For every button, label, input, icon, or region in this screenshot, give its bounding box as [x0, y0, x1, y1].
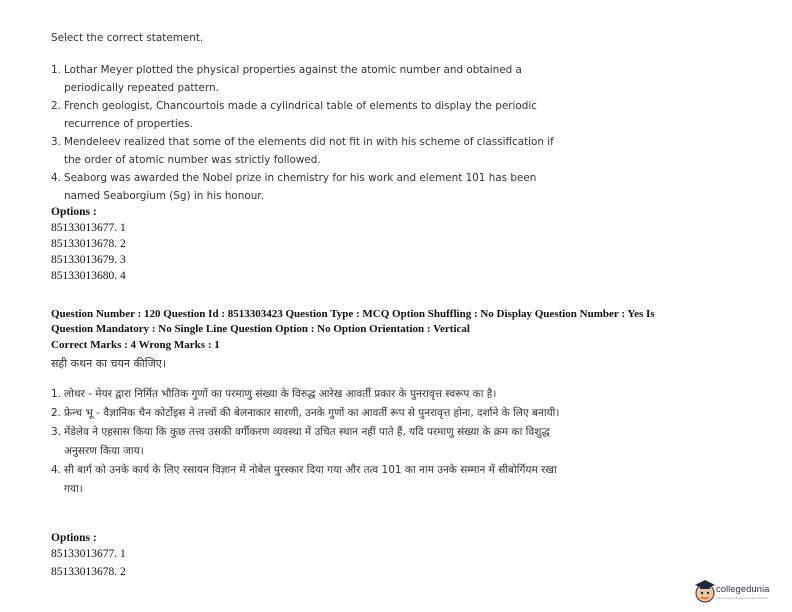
graduate-mascot-icon [694, 578, 716, 604]
q119-option: 85133013680. 4 [51, 270, 126, 282]
q120-statement: 4. सी बार्ग को उनके कार्य के लिए रसायन विज्ञान में नोबेल पुरस्कार दिया गया और तत्व 101 का नाम उनके सम्मान में सीबोर्गियम रखा गया। [51, 464, 557, 495]
q120-options-label: Options : [51, 532, 97, 544]
q119-option: 85133013677. 1 [51, 222, 126, 234]
q119-statement: 3. Mendeleev realized that some of the elements did not fit in with his scheme of classification if the order of atomic number was strictly followed. [51, 136, 554, 166]
q120-option: 85133013677. 1 [51, 548, 126, 560]
logo-tagline: India's largest Student Review Platform [716, 596, 769, 600]
q119-statement-list [51, 61, 564, 205]
q119-prompt: Select the correct statement. [51, 32, 204, 44]
q119-option: 85133013679. 3 [51, 254, 126, 266]
q120-option: 85133013678. 2 [51, 566, 126, 578]
logo-brand: collegedunia [716, 584, 770, 595]
q120-statement: 1. लोथर - मेयर द्वारा निर्मित भौतिक गुणों का परमाणु संख्या के विरुद्ध आरेख आवर्ती प्रकार के पुनरावृत्त स्वरूप का है। [51, 388, 497, 400]
q119-options-label: Options : [51, 206, 97, 218]
q119-statement: 2. French geologist, Chancourtois made a cylindrical table of elements to display the periodic recurrence of properties. [51, 100, 537, 130]
q120-header-line: Question Number : 120 Question Id : 8513303423 Question Type : MCQ Option Shuffling : No Display Question Number : Yes Is [51, 308, 655, 320]
q119-option: 85133013678. 2 [51, 238, 126, 250]
q120-statement: 3. मेंडेलेव ने एहसास किया कि कुछ तत्त्व उसकी वर्गीकरण व्यवस्था में उचित स्थान नहीं पाते हैं, यदि परमाणु संख्या के क्रम का विशुद्ध अनुसरण किया जाय। [51, 426, 550, 457]
q119-statement: 1. Lothar Meyer plotted the physical properties against the atomic number and obtained a periodically repeated pattern. [51, 64, 522, 94]
q120-statement-list [51, 385, 564, 499]
q120-header-line: Question Mandatory : No Single Line Question Option : No Option Orientation : Vertical [51, 323, 470, 335]
q120-statement: 2. फ्रेन्च भू - वैज्ञानिक चैन कोर्टोइस ने तत्त्वों की बेलनाकार सारणी, उनके गुणों का आवर्ती रूप से पुनरावृत्त होना, दर्शाने के लिए बनायी। [51, 407, 560, 419]
q119-statement: 4. Seaborg was awarded the Nobel prize in chemistry for his work and element 101 has been named Seaborgium (Sg) in his honour. [51, 172, 537, 202]
q120-prompt: सही कथन का चयन कीजिए। [51, 357, 167, 370]
q120-marks: Correct Marks : 4 Wrong Marks : 1 [51, 339, 220, 351]
